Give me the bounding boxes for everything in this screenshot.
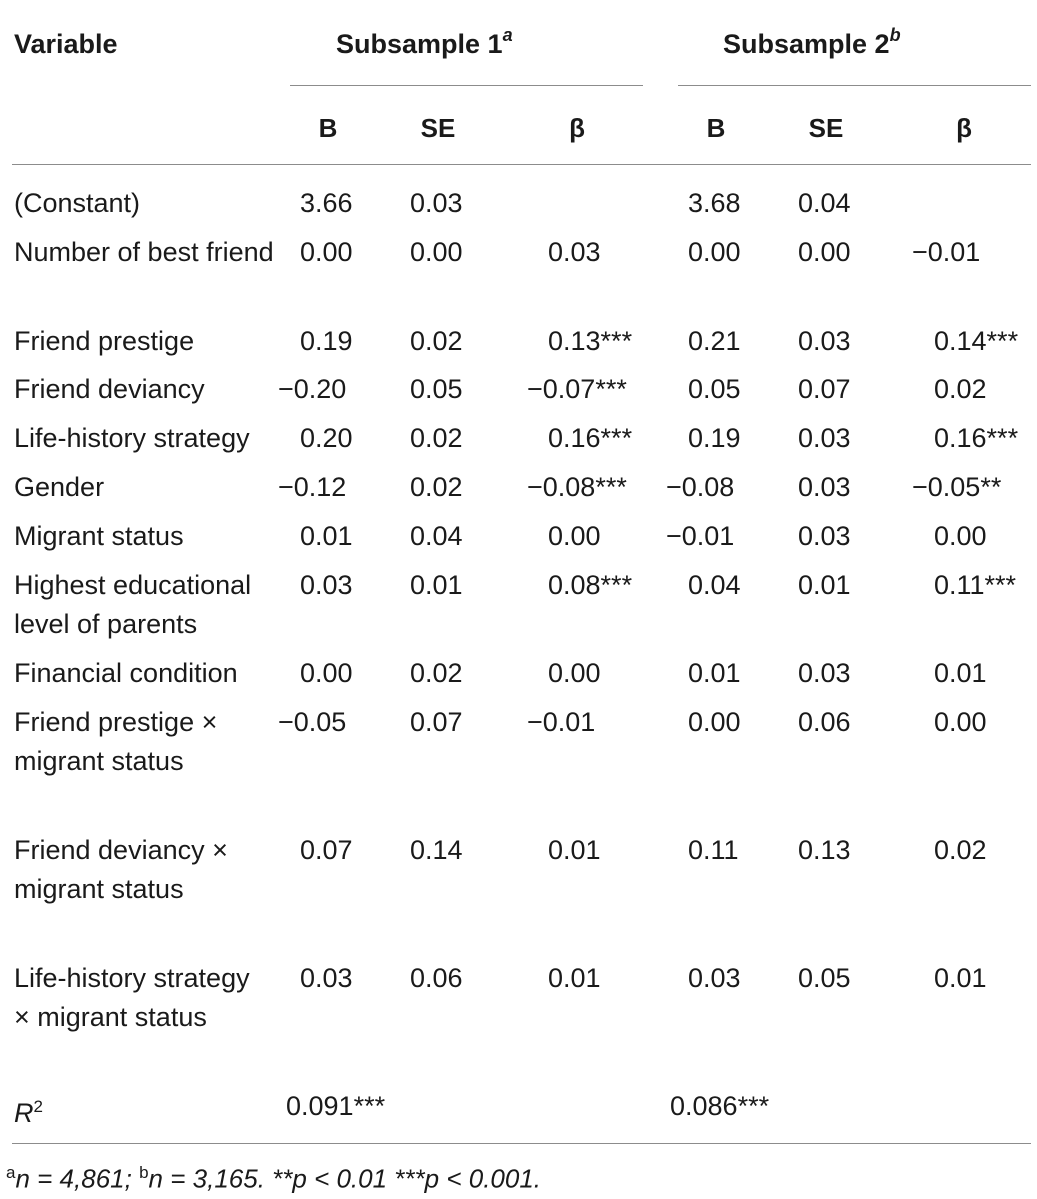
row-label: Highest educational level of parents <box>14 570 252 639</box>
cell: 0.03 <box>410 188 463 218</box>
col-header-b-1: B <box>318 113 338 143</box>
header-bottom-rule <box>12 164 1031 165</box>
cell: 0.01 <box>410 570 463 600</box>
cell: 3.66 <box>300 188 353 218</box>
cell: 0.04 <box>410 521 463 551</box>
row-label: (Constant) <box>14 188 141 218</box>
cell: 0.19 <box>300 326 353 356</box>
cell: 0.03 <box>300 963 353 993</box>
cell: −0.08 <box>666 472 735 502</box>
cell: 0.21 <box>688 326 741 356</box>
col-header-beta-2: β <box>956 113 972 143</box>
r2-label-sup: 2 <box>33 1097 43 1116</box>
cell: 0.03 <box>548 237 601 267</box>
row-label: Friend deviancy <box>14 374 205 404</box>
cell: 0.00 <box>300 237 353 267</box>
cell: −0.01 <box>912 237 981 267</box>
row-label: Migrant status <box>14 521 184 551</box>
cell: 0.03 <box>798 472 851 502</box>
cell: 0.02 <box>410 472 463 502</box>
cell: 0.04 <box>798 188 851 218</box>
cell: 0.02 <box>410 423 463 453</box>
cell: −0.05** <box>912 472 1002 502</box>
row-label: Life-history strategy × migrant status <box>14 963 250 1032</box>
cell: 0.05 <box>688 374 741 404</box>
cell: 0.07 <box>410 707 463 737</box>
cell: 0.03 <box>688 963 741 993</box>
header-subsample-1 <box>336 26 513 62</box>
row-label: Number of best friend <box>14 237 274 267</box>
row-label: Gender <box>14 472 105 502</box>
cell: 0.03 <box>798 326 851 356</box>
cell: 0.13*** <box>548 326 633 356</box>
col-header-b-2: B <box>706 113 726 143</box>
cell: 0.04 <box>688 570 741 600</box>
cell: 0.11*** <box>934 570 1017 600</box>
cell: 0.14*** <box>934 326 1019 356</box>
cell: 0.14 <box>410 835 463 865</box>
cell: 0.02 <box>934 835 987 865</box>
header-subsample-1-text: Subsample 1 <box>336 29 503 59</box>
footnote-a-sup: a <box>6 1163 16 1182</box>
footnote-b-text: n = 3,165. **p < 0.01 ***p < 0.001. <box>148 1163 542 1194</box>
cell: 0.00 <box>688 237 741 267</box>
cell: 0.01 <box>300 521 353 551</box>
row-label: Friend deviancy × migrant status <box>14 835 228 904</box>
cell: −0.12 <box>278 472 347 502</box>
cell: 0.03 <box>300 570 353 600</box>
cell: 0.02 <box>934 374 987 404</box>
cell: 0.03 <box>798 658 851 688</box>
header-variable: Variable <box>14 29 118 59</box>
cell: 0.11 <box>688 835 739 865</box>
spanner-rule-2 <box>678 85 1031 86</box>
cell: 0.03 <box>798 521 851 551</box>
cell: 0.16*** <box>934 423 1019 453</box>
cell: 0.13 <box>798 835 851 865</box>
cell: 0.01 <box>688 658 741 688</box>
r2-subsample-1: 0.091*** <box>286 1091 386 1121</box>
row-label: Friend prestige × migrant status <box>14 707 218 776</box>
cell: 0.01 <box>548 963 601 993</box>
cell: 3.68 <box>688 188 741 218</box>
cell: 0.20 <box>300 423 353 453</box>
cell: −0.08*** <box>527 472 627 502</box>
cell: 0.00 <box>688 707 741 737</box>
header-subsample-2-text: Subsample 2 <box>723 29 890 59</box>
cell: 0.02 <box>410 326 463 356</box>
cell: 0.01 <box>934 658 987 688</box>
cell: 0.07 <box>300 835 353 865</box>
cell: 0.08*** <box>548 570 633 600</box>
row-label: Financial condition <box>14 658 238 688</box>
col-header-beta-1: β <box>569 113 585 143</box>
cell: 0.03 <box>798 423 851 453</box>
r2-subsample-2: 0.086*** <box>670 1091 770 1121</box>
cell: 0.01 <box>934 963 987 993</box>
cell: 0.00 <box>410 237 463 267</box>
cell: 0.01 <box>548 835 601 865</box>
cell: 0.00 <box>548 521 601 551</box>
spanner-rule-1 <box>290 85 643 86</box>
cell: −0.01 <box>666 521 735 551</box>
row-label: Life-history strategy <box>14 423 250 453</box>
r2-label <box>14 1087 276 1133</box>
cell: 0.16*** <box>548 423 633 453</box>
cell: 0.06 <box>798 707 851 737</box>
cell: 0.00 <box>934 521 987 551</box>
cell: 0.00 <box>934 707 987 737</box>
r2-label-text: R <box>14 1098 34 1128</box>
cell: −0.20 <box>278 374 347 404</box>
cell: 0.06 <box>410 963 463 993</box>
col-header-se-2: SE <box>808 113 844 143</box>
table-footnote <box>6 1155 541 1197</box>
footnote-a-text: n = 4,861; <box>15 1163 140 1194</box>
header-subsample-2 <box>723 26 901 62</box>
cell: 0.05 <box>798 963 851 993</box>
header-subsample-2-sup: b <box>889 25 901 45</box>
col-header-se-1: SE <box>420 113 456 143</box>
cell: 0.01 <box>798 570 851 600</box>
cell: 0.07 <box>798 374 851 404</box>
row-label: Friend prestige <box>14 326 195 356</box>
cell: 0.00 <box>300 658 353 688</box>
cell: −0.07*** <box>527 374 627 404</box>
cell: 0.19 <box>688 423 741 453</box>
cell: −0.01 <box>527 707 596 737</box>
cell: 0.05 <box>410 374 463 404</box>
cell: 0.02 <box>410 658 463 688</box>
footnote-b-sup: b <box>139 1163 149 1182</box>
cell: −0.05 <box>278 707 347 737</box>
cell: 0.00 <box>798 237 851 267</box>
cell: 0.00 <box>548 658 601 688</box>
header-subsample-1-sup: a <box>502 25 513 45</box>
table-bottom-rule <box>12 1143 1031 1144</box>
